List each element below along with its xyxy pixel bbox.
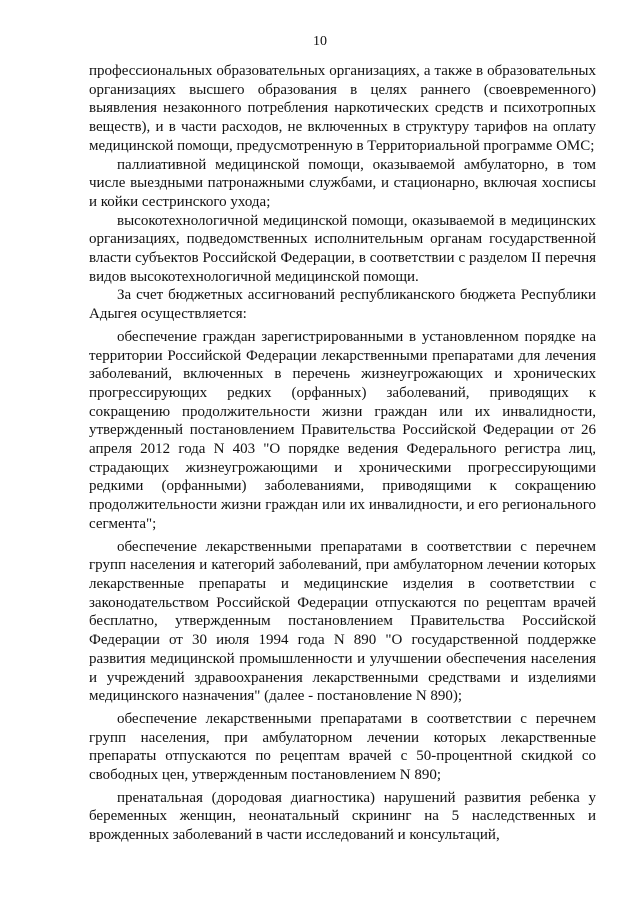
paragraph-free-prescriptions: обеспечение лекарственными препаратами в соответствии с перечнем групп населения и категорий заболеваний, при амбулаторном лечении которых лекарственные препараты и медицинские изделия в соответствии с законодательством Российской Федерации отпускаются по рецептам врачей бесплатно, утвержденным постановлением Правительства Российской Федерации от 30 июля 1994 года N 890 "О государственной поддержке развития медицинской промышленности и улучшении обеспечения населения и учреждений здравоохранения лекарственными средствами и изделиями медицинского назначения" (далее - постановление N 890);	[89, 538, 596, 705]
paragraph-rare-diseases-drugs: обеспечение граждан зарегистрированными в установленном порядке на территории Российской Федерации лекарственными препаратами для лечения заболеваний, включенных в перечень жизнеугрожающих и хронических прогрессирующих редких (орфанных) заболеваний, приводящих к сокращению продолжительности жизни граждан или их инвалидности, утвержденный постановлением Правительства Российской Федерации от 26 апреля 2012 года N 403 "О порядке ведения Федерального регистра лиц, страдающих жизнеугрожающими и хроническими прогрессирующими редкими (орфанными) заболеваниями, приводящими к сокращению продолжительности жизни граждан или их инвалидности, и его регионального сегмента";	[89, 328, 596, 532]
paragraph-budget-funding: За счет бюджетных ассигнований республиканского бюджета Республики Адыгея осуществляется:	[89, 287, 596, 323]
paragraph-discount-prescriptions: обеспечение лекарственными препаратами в соответствии с перечнем групп населения, при амбулаторном лечении которых лекарственные препараты отпускаются по рецептам врачей с 50-процентной скидкой со свободных цен, утвержденным постановлением N 890;	[89, 710, 596, 784]
paragraph-high-tech-care: высокотехнологичной медицинской помощи, оказываемой в медицинских организациях, подведомственных исполнительным органам государственной власти субъектов Российской Федерации, в соответствии с разделом II перечня видов высокотехнологичной медицинской помощи.	[89, 212, 596, 285]
paragraph-palliative-care: паллиативной медицинской помощи, оказываемой амбулаторно, в том числе выездными патронажными службами, и стационарно, включая хосписы и койки сестринского ухода;	[89, 156, 596, 210]
page-number: 10	[313, 34, 327, 49]
paragraph-prenatal-diagnostics: пренатальная (дородовая диагностика) нарушений развития ребенка у беременных женщин, неонатальный скрининг на 5 наследственных и врожденных заболеваний в части исследований и консультаций,	[89, 789, 596, 844]
paragraph-continuation: профессиональных образовательных организациях, а также в образовательных организациях высшего образования в целях раннего (своевременного) выявления незаконного потребления наркотических средств и психотропных веществ), и в части расходов, не включенных в структуру тарифов на оплату медицинской помощи, предусмотренную в Территориальной программе ОМС;	[89, 63, 596, 154]
document-body	[89, 62, 596, 845]
